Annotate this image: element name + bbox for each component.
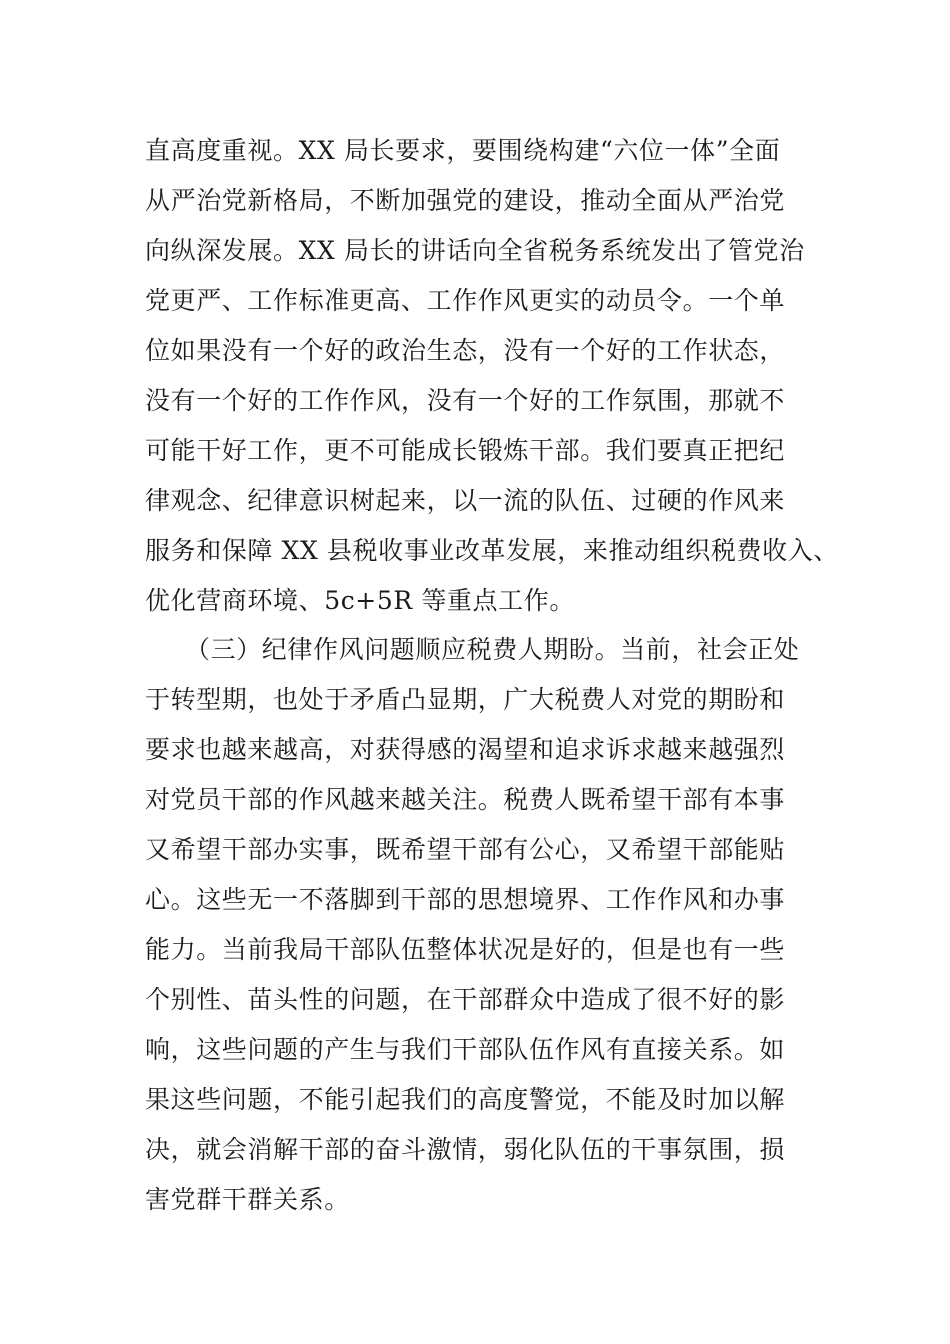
- text-line: 从严治党新格局，不断加强党的建设，推动全面从严治党: [145, 186, 786, 215]
- text-line: 可能干好工作，更不可能成长锻炼干部。我们要真正把纪: [145, 436, 786, 465]
- text-line: 向纵深发展。XX 局长的讲话向全省税务系统发出了管党治: [145, 236, 805, 265]
- text-line: 决，就会消解干部的奋斗激情，弱化队伍的干事氛围，损: [145, 1135, 786, 1164]
- text-line: 能力。当前我局干部队伍整体状况是好的，但是也有一些: [145, 935, 786, 964]
- text-line: 服务和保障 XX 县税收事业改革发展，来推动组织税费收入、: [145, 536, 839, 565]
- text-line: 党更严、工作标准更高、工作作风更实的动员令。一个单: [145, 286, 786, 315]
- text-line: 心。这些无一不落脚到干部的思想境界、工作作风和办事: [145, 885, 786, 914]
- text-line: 律观念、纪律意识树起来，以一流的队伍、过硬的作风来: [145, 486, 786, 515]
- text-line: 个别性、苗头性的问题，在干部群众中造成了很不好的影: [145, 985, 786, 1014]
- section-heading-line: （三）纪律作风问题顺应税费人期盼。当前，社会正处: [185, 635, 800, 664]
- text-line: 位如果没有一个好的政治生态，没有一个好的工作状态，: [145, 336, 786, 365]
- text-line: 直高度重视。XX 局长要求，要围绕构建“六位一体”全面: [145, 136, 781, 165]
- text-line: 害党群干群关系。: [145, 1185, 350, 1214]
- text-line: 果这些问题，不能引起我们的高度警觉，不能及时加以解: [145, 1085, 786, 1114]
- text-line: 又希望干部办实事，既希望干部有公心，又希望干部能贴: [145, 835, 786, 864]
- text-line: 优化营商环境、5c+5R 等重点工作。: [145, 586, 575, 615]
- text-line: 于转型期，也处于矛盾凸显期，广大税费人对党的期盼和: [145, 685, 786, 714]
- text-line: 没有一个好的工作作风，没有一个好的工作氛围，那就不: [145, 386, 786, 415]
- text-line: 响，这些问题的产生与我们干部队伍作风有直接关系。如: [145, 1035, 786, 1064]
- text-line: 对党员干部的作风越来越关注。税费人既希望干部有本事: [145, 785, 786, 814]
- text-line: 要求也越来越高，对获得感的渴望和追求诉求越来越强烈: [145, 735, 786, 764]
